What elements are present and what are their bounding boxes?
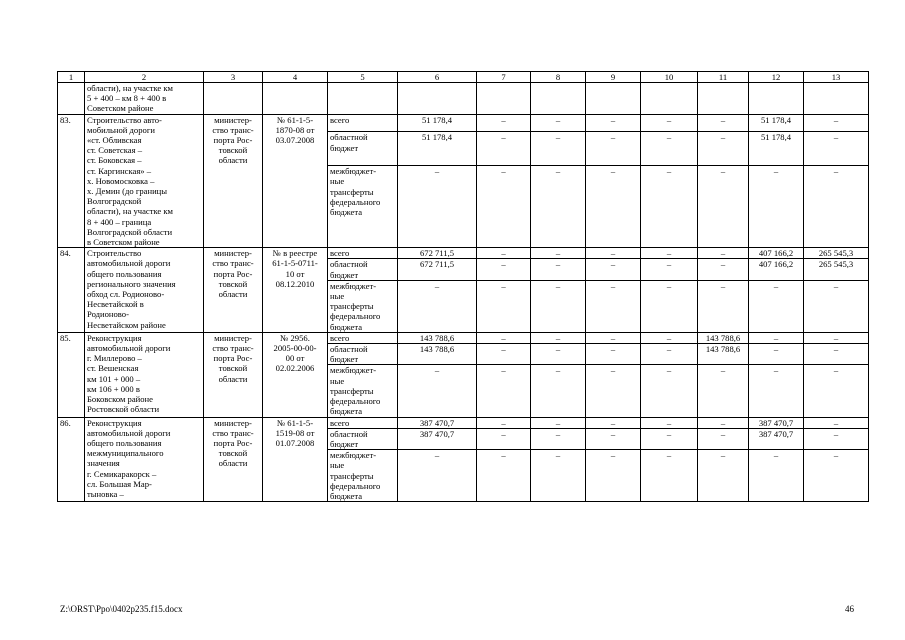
amount-cell: –	[804, 417, 869, 428]
object-name-line: тыновка –	[87, 488, 124, 499]
funding-source-line: межбюджет-	[330, 365, 377, 376]
amount-cell: –	[398, 166, 477, 248]
registry-number	[263, 417, 328, 502]
executor-line: ство транс-	[212, 124, 254, 135]
object-name-line: Строительство	[87, 248, 142, 259]
amount-cell: –	[641, 259, 698, 280]
registry-number-line: 08.12.2010	[275, 278, 315, 289]
amount-cell: –	[586, 114, 641, 132]
executor-line: министер-	[214, 114, 252, 125]
amount-cell: 387 470,7	[398, 428, 477, 449]
funding-source-line: трансферты	[330, 186, 374, 197]
registry-number-line: 1870-08 от	[275, 124, 315, 135]
amount-cell: –	[698, 114, 749, 132]
amount-cell: –	[531, 428, 586, 449]
object-name-line: автомобильной дороги	[87, 258, 171, 269]
object-name-line: г. Миллерово –	[87, 353, 142, 364]
registry-number-line: 1519-08 от	[275, 427, 315, 438]
funding-source-line: бюджета	[330, 321, 363, 332]
funding-source	[328, 450, 398, 502]
object-name-line: области), на участке км	[87, 83, 173, 93]
amount-cell: –	[531, 417, 586, 428]
object-name-line: 8 + 400 – граница	[87, 216, 152, 227]
empty-cell	[477, 83, 531, 115]
amount-cell: –	[586, 166, 641, 248]
amount-cell: –	[749, 332, 804, 343]
object-name-line: мобильной дороги	[87, 124, 155, 135]
funding-source	[328, 417, 398, 428]
funding-source-line: бюджет	[330, 142, 359, 153]
funding-source	[328, 248, 398, 259]
funding-source-line: межбюджет-	[330, 166, 377, 177]
amount-cell: –	[477, 114, 531, 132]
funding-source	[328, 365, 398, 417]
amount-cell: –	[698, 280, 749, 332]
column-number: 6	[398, 72, 477, 83]
amount-cell: –	[641, 114, 698, 132]
amount-cell: –	[641, 280, 698, 332]
object-name-line: ст. Каргинская» –	[87, 165, 152, 176]
registry-number	[263, 114, 328, 248]
amount-cell: 265 545,3	[804, 248, 869, 259]
column-number: 8	[531, 72, 586, 83]
row-number: 85.	[58, 332, 85, 417]
executor-line: товской	[218, 448, 248, 459]
object-name-line: Советском районе	[87, 103, 154, 114]
object-name	[85, 114, 204, 248]
registry-number-line: № 61-1-5-	[276, 417, 314, 428]
amount-cell: 51 178,4	[398, 114, 477, 132]
empty-cell	[641, 83, 698, 115]
amount-cell: –	[641, 428, 698, 449]
funding-source-line: бюджет	[330, 354, 359, 365]
amount-cell: –	[531, 166, 586, 248]
amount-cell: –	[749, 365, 804, 417]
object-name	[85, 332, 204, 417]
amount-cell: –	[804, 332, 869, 343]
executor	[204, 114, 263, 248]
executor-line: области	[218, 458, 248, 469]
amount-cell: –	[586, 344, 641, 365]
amount-cell: –	[477, 428, 531, 449]
amount-cell: –	[398, 280, 477, 332]
column-number: 12	[749, 72, 804, 83]
funding-source-line: бюджета	[330, 206, 363, 217]
amount-cell: –	[749, 450, 804, 502]
amount-cell: –	[531, 450, 586, 502]
executor-line: области	[218, 373, 248, 384]
amount-cell: 407 166,2	[749, 259, 804, 280]
column-number: 3	[204, 72, 263, 83]
amount-cell: –	[398, 365, 477, 417]
amount-cell: –	[804, 280, 869, 332]
object-name-line: межмуниципального	[87, 448, 164, 459]
column-number: 13	[804, 72, 869, 83]
object-name-line: 5 + 400 – км 8 + 400 в	[87, 93, 167, 104]
executor-line: ство транс-	[212, 258, 254, 269]
object-name-line: общего пользования	[87, 437, 162, 448]
amount-cell: 672 711,5	[398, 248, 477, 259]
amount-cell: 51 178,4	[749, 132, 804, 166]
funding-source-line: бюджет	[330, 438, 359, 449]
amount-cell: 51 178,4	[749, 114, 804, 132]
column-number: 5	[328, 72, 398, 83]
amount-cell: –	[641, 417, 698, 428]
amount-cell: –	[477, 450, 531, 502]
column-number: 9	[586, 72, 641, 83]
registry-number	[263, 332, 328, 417]
amount-cell: –	[477, 365, 531, 417]
funding-source	[328, 344, 398, 365]
executor-line: товской	[218, 278, 248, 289]
object-name-line: общего пользования	[87, 268, 162, 279]
amount-cell: 143 788,6	[698, 332, 749, 343]
executor-line: порта Рос-	[213, 437, 253, 448]
funding-source-line: бюджета	[330, 490, 363, 501]
amount-cell: –	[531, 259, 586, 280]
amount-cell: 51 178,4	[398, 132, 477, 166]
amount-cell: –	[586, 450, 641, 502]
amount-cell: –	[641, 248, 698, 259]
column-number: 11	[698, 72, 749, 83]
amount-cell: –	[698, 450, 749, 502]
executor-line: области	[218, 155, 248, 166]
executor-line: порта Рос-	[213, 135, 253, 146]
object-name-line: «ст. Обливская	[87, 135, 142, 146]
empty-cell	[749, 83, 804, 115]
funding-source-line: трансферты	[330, 301, 374, 312]
funding-source-line: межбюджет-	[330, 280, 377, 291]
funding-source-line: всего	[330, 114, 350, 125]
file-path: Z:\ORST\Ppo\0402p235.f15.docx	[60, 604, 183, 614]
funding-source	[328, 132, 398, 166]
row-number: 83.	[58, 114, 85, 248]
amount-cell: –	[698, 166, 749, 248]
amount-cell: –	[641, 450, 698, 502]
amount-cell: –	[804, 132, 869, 166]
registry-number-line: 2005-00-00-	[273, 343, 317, 354]
amount-cell: –	[698, 417, 749, 428]
funding-source-line: всего	[330, 248, 350, 259]
executor-line: порта Рос-	[213, 353, 253, 364]
object-name-line: ст. Боковская –	[87, 155, 142, 166]
amount-cell: –	[477, 166, 531, 248]
amount-cell: –	[804, 344, 869, 365]
object-name-line: х. Демин (до границы	[87, 186, 168, 197]
object-name-line: Ростовской области	[87, 404, 160, 415]
object-name-line: в Советском районе	[87, 237, 160, 248]
row-number: 84.	[58, 248, 85, 333]
amount-cell: 143 788,6	[698, 344, 749, 365]
amount-cell: –	[398, 450, 477, 502]
amount-cell: –	[698, 248, 749, 259]
funding-source-line: бюджет	[330, 269, 359, 280]
funding-source	[328, 114, 398, 132]
object-name-line: значения	[87, 458, 120, 469]
object-name-line: Волгоградской	[87, 196, 142, 207]
funding-source-line: ные	[330, 291, 345, 302]
object-name-line: автомобильной дороги	[87, 427, 171, 438]
amount-cell: –	[477, 417, 531, 428]
amount-cell: 672 711,5	[398, 259, 477, 280]
column-number: 10	[641, 72, 698, 83]
amount-cell: –	[586, 132, 641, 166]
column-number: 2	[85, 72, 204, 83]
funding-source-line: ные	[330, 176, 345, 187]
registry-number-line: 02.02.2006	[275, 363, 315, 374]
program-table	[57, 71, 869, 502]
executor-line: товской	[218, 145, 248, 156]
amount-cell: –	[586, 280, 641, 332]
executor	[204, 248, 263, 333]
object-name	[85, 417, 204, 502]
amount-cell: –	[749, 344, 804, 365]
amount-cell: –	[586, 365, 641, 417]
amount-cell: –	[477, 259, 531, 280]
registry-number-line: № 2956.	[280, 332, 310, 343]
amount-cell: –	[641, 332, 698, 343]
registry-number	[263, 248, 328, 333]
object-name-line: Реконструкция	[87, 332, 142, 343]
object-name-line: ст. Вешенская	[87, 363, 139, 374]
executor-line: ство транс-	[212, 343, 254, 354]
funding-source	[328, 166, 398, 248]
object-name-line: х. Новомосковка –	[87, 175, 155, 186]
amount-cell: 143 788,6	[398, 344, 477, 365]
registry-number-line: № в реестре	[272, 248, 318, 259]
funding-source-line: ные	[330, 375, 345, 386]
empty-cell	[698, 83, 749, 115]
funding-source-line: всего	[330, 332, 350, 343]
executor-line: порта Рос-	[213, 268, 253, 279]
amount-cell: –	[531, 344, 586, 365]
object-name-line: сл. Большая Мар-	[87, 478, 152, 489]
object-name-line: Несветайской в	[87, 299, 144, 310]
amount-cell: –	[586, 417, 641, 428]
amount-cell: –	[749, 166, 804, 248]
executor-line: министер-	[214, 332, 252, 343]
empty-cell	[586, 83, 641, 115]
executor	[204, 417, 263, 502]
amount-cell: –	[531, 365, 586, 417]
amount-cell: –	[586, 332, 641, 343]
amount-cell: –	[698, 132, 749, 166]
funding-source-line: областной	[330, 132, 368, 143]
amount-cell: –	[477, 248, 531, 259]
funding-source-line: областной	[330, 428, 368, 439]
amount-cell: –	[531, 332, 586, 343]
funding-source-line: трансферты	[330, 385, 374, 396]
amount-cell: –	[749, 280, 804, 332]
object-name-line: Строительство авто-	[87, 114, 162, 125]
amount-cell: –	[531, 114, 586, 132]
amount-cell: –	[804, 428, 869, 449]
funding-source	[328, 259, 398, 280]
funding-source	[328, 280, 398, 332]
object-name-line: км 101 + 000 –	[87, 373, 141, 384]
continuation-row	[58, 83, 869, 115]
amount-cell: 387 470,7	[398, 417, 477, 428]
amount-cell: –	[477, 280, 531, 332]
object-name-line: г. Семикаракорск –	[87, 468, 157, 479]
row-number: 86.	[58, 417, 85, 502]
amount-cell: –	[586, 428, 641, 449]
executor-line: ство транс-	[212, 427, 254, 438]
object-name-line: Несветайском районе	[87, 319, 166, 330]
page-number: 46	[845, 604, 854, 614]
amount-cell: –	[477, 344, 531, 365]
funding-source-line: трансферты	[330, 470, 374, 481]
funding-source-line: всего	[330, 417, 350, 428]
amount-cell: –	[641, 132, 698, 166]
object-name-line: ст. Советская –	[87, 145, 143, 156]
funding-source-line: межбюджет-	[330, 450, 377, 461]
amount-cell: –	[641, 166, 698, 248]
table-row	[58, 332, 869, 343]
empty-cell	[328, 83, 398, 115]
object-name-line: Реконструкция	[87, 417, 142, 428]
funding-source-line: федерального	[330, 480, 381, 491]
amount-cell: 265 545,3	[804, 259, 869, 280]
amount-cell: –	[698, 365, 749, 417]
object-name-line: области), на участке км	[87, 206, 173, 217]
executor	[204, 332, 263, 417]
registry-number-line: 10 от	[285, 268, 305, 279]
object-name-line: Волгоградской области	[87, 226, 173, 237]
amount-cell: 387 470,7	[749, 428, 804, 449]
funding-source-line: федерального	[330, 196, 381, 207]
amount-cell: –	[804, 114, 869, 132]
object-name-line: Боковском районе	[87, 394, 153, 405]
amount-cell: 387 470,7	[749, 417, 804, 428]
amount-cell: –	[641, 365, 698, 417]
executor-line: товской	[218, 363, 248, 374]
empty-cell	[804, 83, 869, 115]
registry-number-line: 61-1-5-0711-	[272, 258, 318, 269]
executor-line: министер-	[214, 417, 252, 428]
header-row	[58, 72, 869, 83]
registry-number-line: 00 от	[285, 353, 305, 364]
amount-cell: –	[804, 450, 869, 502]
table-row	[58, 114, 869, 132]
amount-cell: –	[586, 248, 641, 259]
amount-cell: –	[477, 132, 531, 166]
amount-cell: –	[586, 259, 641, 280]
funding-source	[328, 332, 398, 343]
funding-source-line: областной	[330, 259, 368, 270]
amount-cell: –	[477, 332, 531, 343]
object-name-line: автомобильной дороги	[87, 343, 171, 354]
amount-cell: –	[804, 365, 869, 417]
table-row	[58, 417, 869, 428]
executor-line: министер-	[214, 248, 252, 259]
column-number: 4	[263, 72, 328, 83]
column-number: 1	[58, 72, 85, 83]
empty-cell	[398, 83, 477, 115]
table-row	[58, 248, 869, 259]
amount-cell: –	[531, 280, 586, 332]
funding-source-line: областной	[330, 344, 368, 355]
object-name	[85, 83, 204, 115]
object-name-line: км 106 + 000 в	[87, 383, 140, 394]
amount-cell: –	[698, 259, 749, 280]
registry-number-line: 01.07.2008	[275, 437, 315, 448]
amount-cell: –	[698, 428, 749, 449]
amount-cell: –	[531, 132, 586, 166]
row-number-cell	[58, 83, 85, 115]
column-number: 7	[477, 72, 531, 83]
amount-cell: –	[804, 166, 869, 248]
funding-source-line: бюджета	[330, 406, 363, 417]
empty-cell	[263, 83, 328, 115]
funding-source	[328, 428, 398, 449]
registry-number-line: № 61-1-5-	[276, 114, 314, 125]
funding-source-line: ные	[330, 460, 345, 471]
executor-line: области	[218, 289, 248, 300]
amount-cell: 143 788,6	[398, 332, 477, 343]
object-name-line: обход сл. Родионово-	[87, 289, 165, 300]
funding-source-line: федерального	[330, 396, 381, 407]
table-body	[58, 72, 869, 502]
object-name-line: регионального значения	[87, 278, 176, 289]
object-name	[85, 248, 204, 333]
empty-cell	[531, 83, 586, 115]
amount-cell: 407 166,2	[749, 248, 804, 259]
object-name-line: Родионово-	[87, 309, 129, 320]
amount-cell: –	[531, 248, 586, 259]
funding-source-line: федерального	[330, 311, 381, 322]
amount-cell: –	[641, 344, 698, 365]
registry-number-line: 03.07.2008	[275, 135, 315, 146]
empty-cell	[204, 83, 263, 115]
